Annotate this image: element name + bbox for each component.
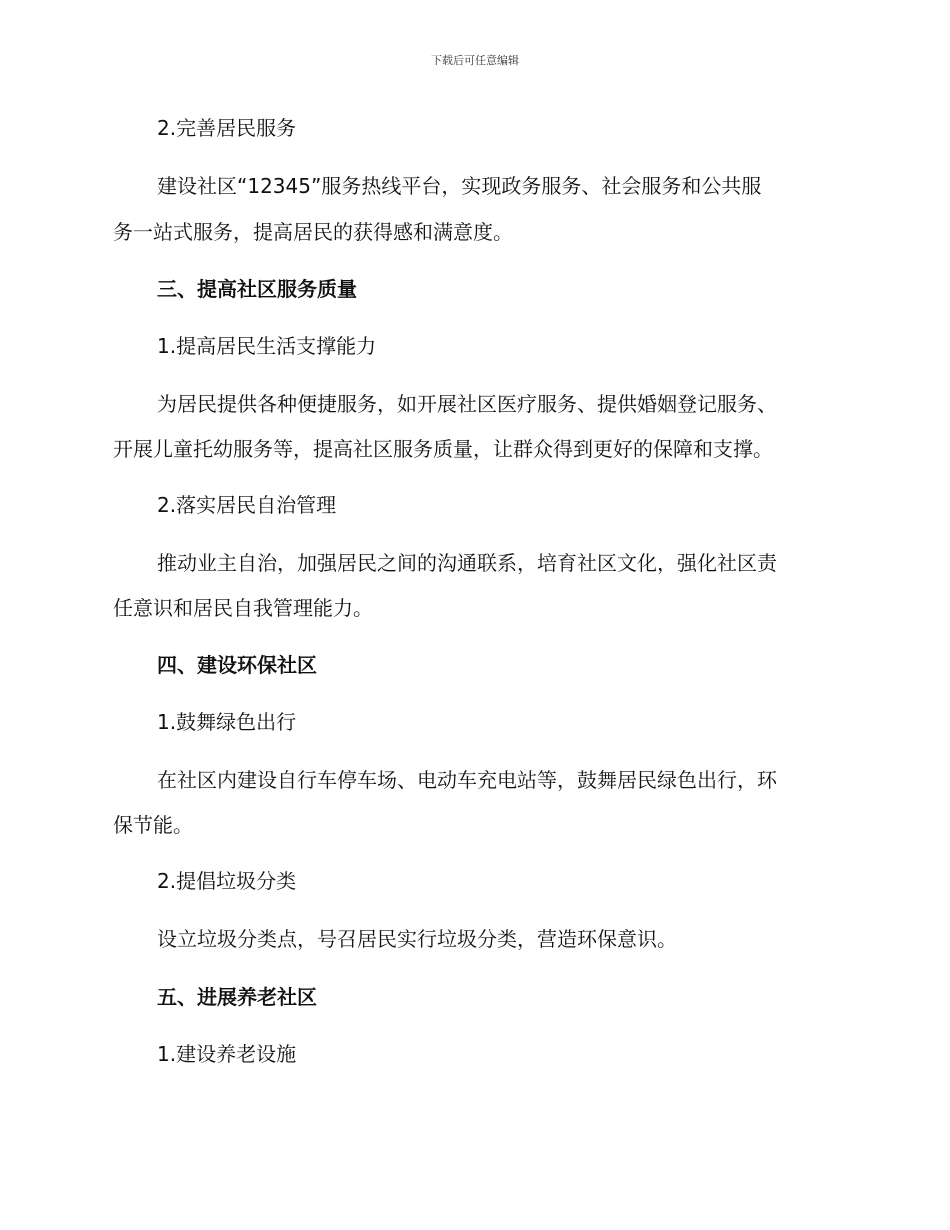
subheading-waste-sorting: 2.提倡垃圾分类 [157,869,297,893]
paragraph-line: 建设社区“12345”服务热线平台，实现政务服务、社会服务和公共服 [157,174,762,198]
paragraph-line: 在社区内建设自行车停车场、电动车充电站等，鼓舞居民绿色出行，环 [157,768,777,792]
page-header: 下载后可任意编辑 [431,54,519,67]
section-heading-5: 五、进展养老社区 [157,985,317,1009]
paragraph-line: 推动业主自治，加强居民之间的沟通联系，培育社区文化，强化社区责 [157,551,777,575]
paragraph-line: 保节能。 [113,813,193,837]
paragraph-line: 设立垃圾分类点，号召居民实行垃圾分类，营造环保意识。 [157,927,677,951]
subheading-self-governance: 2.落实居民自治管理 [157,493,337,517]
subheading-living-support: 1.提高居民生活支撑能力 [157,334,377,358]
subheading-improve-resident-services: 2.完善居民服务 [157,116,297,140]
subheading-green-travel: 1.鼓舞绿色出行 [157,710,297,734]
paragraph-line: 为居民提供各种便捷服务，如开展社区医疗服务、提供婚姻登记服务、 [157,392,777,416]
paragraph-line: 务一站式服务，提高居民的获得感和满意度。 [113,220,513,244]
subheading-elderly-facilities: 1.建设养老设施 [157,1042,297,1066]
section-heading-3: 三、提高社区服务质量 [157,277,357,301]
paragraph-line: 任意识和居民自我管理能力。 [113,596,373,620]
paragraph-line: 开展儿童托幼服务等，提高社区服务质量，让群众得到更好的保障和支撑。 [113,437,773,461]
section-heading-4: 四、建设环保社区 [157,653,317,677]
